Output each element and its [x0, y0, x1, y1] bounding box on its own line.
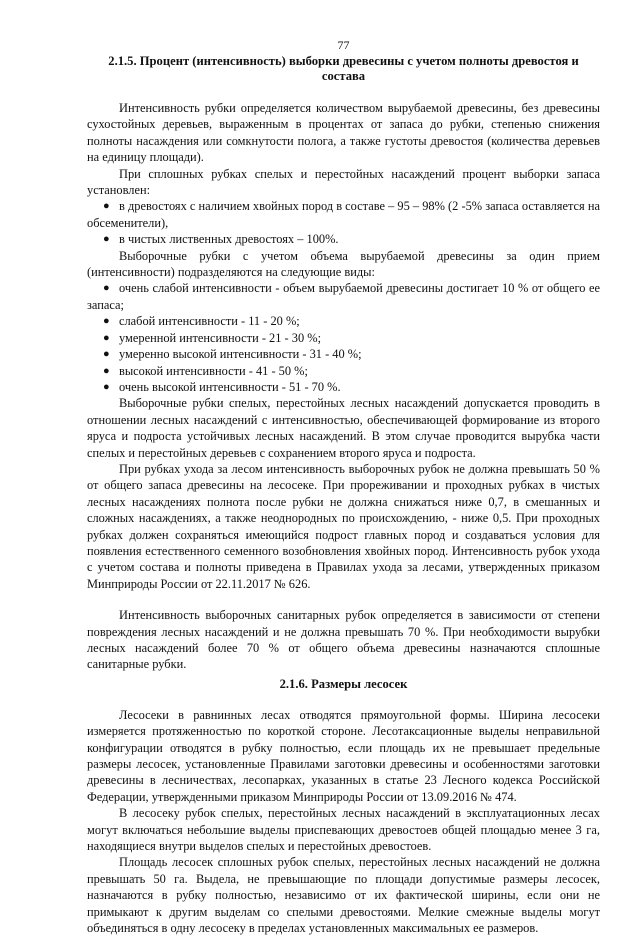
bullet-icon: ● — [103, 200, 110, 213]
paragraph: Лесосеки в равнинных лесах отводятся прямоугольной формы. Ширина лесосеки измеряется протяженностью по короткой стороне. Лесотаксационные выделы неправильной конфигурации отводятся в рубку полностью, если площадь их не превышает предельные размеры лесосек, установленные Правилами заготовки древесины и особенностями заготовки древесины в лесничествах, лесопарках, указанных в статье 23 Лесного кодекса Российской Федерации, утвержденными приказом Минприроды России от 13.09.2016 № 474. — [87, 707, 600, 804]
paragraph: При сплошных рубках спелых и перестойных насаждений процент выборки запаса установлен: — [87, 166, 600, 198]
paragraph: Интенсивность выборочных санитарных рубок определяется в зависимости от степени повреждения лесных насаждений и не должна превышать 70 %. При необходимости вырубки лесных насаждений более 70 % от общего объема древесины назначаются сплошные санитарные рубки. — [87, 608, 600, 672]
page-number: 77 — [337, 38, 350, 52]
bullet-icon: ● — [103, 380, 110, 393]
paragraph: В лесосеку рубок спелых, перестойных лесных насаждений в эксплуатационных лесах могут включаться небольшие выделы приспевающих древостоев общей площадью менее 3 га, находящиеся внутри выделов спелых и перестойных древостоев. — [87, 806, 600, 854]
list-item: ● высокой интенсивности - 41 - 50 %; — [103, 363, 308, 378]
bullet-list-clear-cut — [87, 198, 600, 247]
paragraph: Площадь лесосек сплошных рубок спелых, перестойных лесных насаждений не должна превышать 50 га. Выдела, не превышающие по площади допустимые размеры лесосек, назначаются в рубку полностью, независимо от их фактической ширины, если они не примыкают к другим выделам со спелыми древостоями. Мелкие смежные выделы могут объединяться в одну лесосеку в пределах установленных максимальных ее размеров. — [87, 855, 600, 936]
list-item: ● очень высокой интенсивности - 51 - 70 %. — [103, 379, 341, 394]
list-item: ● очень слабой интенсивности - объем вырубаемой древесины достигает 10 % от общего ее запаса; — [87, 281, 600, 312]
bullet-icon: ● — [103, 364, 110, 377]
paragraph: Выборочные рубки с учетом объема вырубаемой древесины за один прием (интенсивности) подразделяются на следующие виды: — [87, 248, 600, 280]
paragraph: При рубках ухода за лесом интенсивность выборочных рубок не должна превышать 50 % от общего запаса древесины на лесосеке. При прореживании и проходных рубках в чистых лесных насаждениях полнота после рубки не должна снижаться ниже 0,7, в смешанных и сложных насаждениях, а также неоднородных по происхождению, - ниже 0,5. При проходных рубках должен сохраняться имеющийся подрост главных пород и создаваться условия для появления естественного семенного возобновления хвойных пород. Интенсивность рубок ухода с учетом состава и полноты приведена в Правилах ухода за лесами, утвержденных приказом Минприроды России от 22.11.2017 № 626. — [87, 461, 600, 591]
list-item: ● умеренно высокой интенсивности - 31 - 40 %; — [103, 347, 362, 362]
paragraph: Выборочные рубки спелых, перестойных лесных насаждений допускается проводить в отношении лесных насаждений с интенсивностью, обеспечивающей формирование из второго яруса и подроста устойчивых лесных насаждений. В этом случае проводится вырубка части спелых и перестойных деревьев с сохранением второго яруса и подроста. — [87, 396, 600, 460]
bullet-icon: ● — [103, 233, 110, 246]
paragraph: Интенсивность рубки определяется количеством вырубаемой древесины, без древесины сухостойных деревьев, выраженным в процентах от запаса до рубки, степенью снижения полноты насаждения или сомкнутости полога, а также густоты древостоя (количества деревьев на единицу площади). — [87, 101, 600, 165]
bullet-list-intensity — [87, 280, 600, 395]
bullet-icon: ● — [103, 348, 110, 361]
list-item: ● в чистых лиственных древостоях – 100%. — [103, 232, 339, 247]
bullet-icon: ● — [103, 331, 110, 344]
section-heading-2-1-5: 2.1.5. Процент (интенсивность) выборки древесины с учетом полноты древостоя и состава — [108, 54, 579, 83]
bullet-icon: ● — [103, 315, 110, 328]
bullet-icon: ● — [103, 282, 110, 295]
list-item: ● умеренной интенсивности - 21 - 30 %; — [103, 330, 322, 345]
list-item: ● в древостоях с наличием хвойных пород в составе – 95 – 98% (2 -5% запаса оставляется на обсеменители), — [87, 199, 600, 230]
list-item: ● слабой интенсивности - 11 - 20 %; — [103, 314, 300, 329]
section-heading-2-1-6: 2.1.6. Размеры лесосек — [279, 676, 408, 691]
